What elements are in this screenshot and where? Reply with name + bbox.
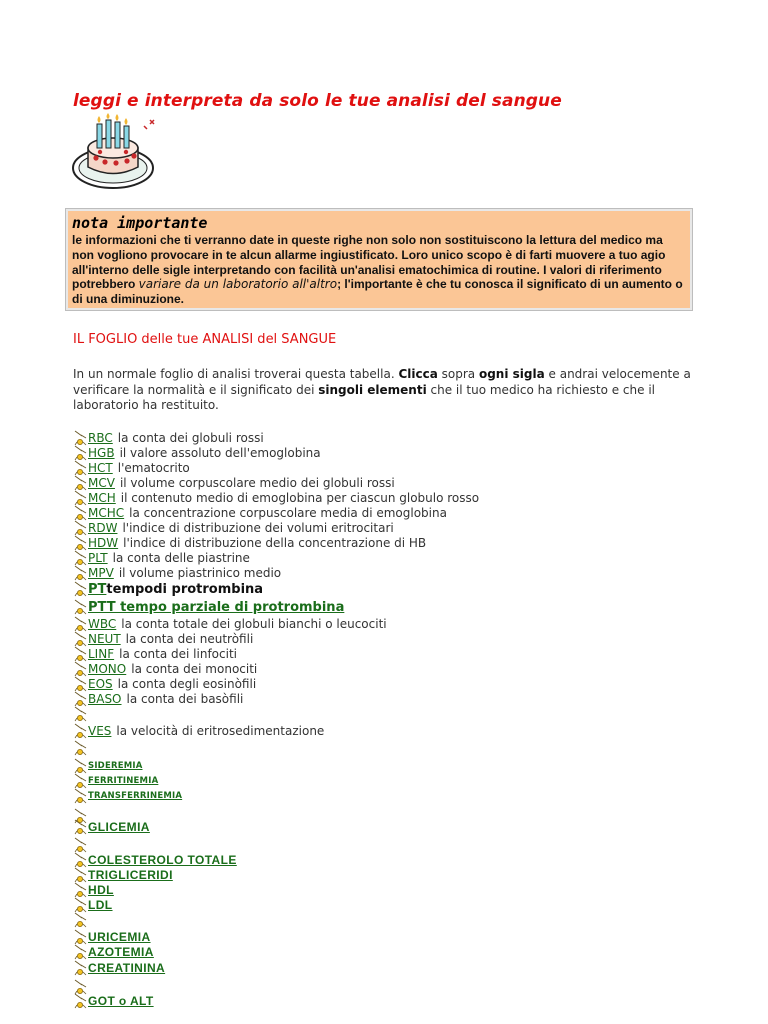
link-hdl[interactable]: HDL — [88, 883, 114, 897]
item-description: la conta dei linfociti — [119, 647, 237, 661]
link-linf[interactable]: LINF — [88, 647, 115, 661]
link-mchc[interactable]: MCHC — [88, 506, 125, 520]
item-description: la conta dei globuli rossi — [117, 431, 264, 445]
link-mch[interactable]: MCH — [88, 491, 116, 505]
note-text-italic: variare da un laboratorio all'altro — [138, 277, 338, 292]
bullet-icon — [74, 505, 88, 521]
item-description: il valore assoluto dell'emoglobina — [119, 446, 321, 460]
bullet-icon — [74, 808, 88, 824]
list-item — [74, 535, 426, 551]
list-item — [74, 505, 447, 521]
birthday-cake-icon — [70, 112, 160, 192]
bullet-icon — [74, 691, 88, 707]
item-description: la conta dei monociti — [131, 662, 258, 676]
bullet-icon — [74, 979, 88, 995]
list-item — [74, 758, 143, 774]
bullet-icon — [74, 490, 88, 506]
bullet-icon — [74, 599, 88, 615]
list-item — [74, 723, 324, 739]
link-neut[interactable]: NEUT — [88, 632, 121, 646]
link-azotemia[interactable]: AZOTEMIA — [88, 945, 154, 959]
intro-bold-ogni-sigla: ogni sigla — [478, 367, 545, 381]
item-description: la conta totale dei globuli bianchi o leucociti — [121, 617, 387, 631]
list-item — [74, 691, 243, 707]
bullet-icon — [74, 852, 88, 868]
link-uricemia[interactable]: URICEMIA — [88, 930, 151, 944]
list-item — [74, 430, 264, 446]
empty-list-item — [74, 808, 88, 824]
bullet-icon — [74, 460, 88, 476]
bullet-icon — [74, 897, 88, 913]
item-description: la velocità di eritrosedimentazione — [116, 724, 325, 738]
link-baso[interactable]: BASO — [88, 692, 122, 706]
bullet-icon — [74, 445, 88, 461]
bullet-icon — [74, 706, 88, 722]
bullet-icon — [74, 676, 88, 692]
intro-part1: In un normale foglio di analisi troverai questa tabella. — [73, 367, 399, 381]
list-item — [74, 852, 237, 868]
item-description: la conta degli eosinòfili — [117, 677, 257, 691]
link-ldl[interactable]: LDL — [88, 898, 113, 912]
list-item — [74, 867, 173, 883]
bullet-icon — [74, 773, 88, 789]
list-item — [74, 788, 182, 804]
list-item — [74, 773, 158, 789]
item-description: il volume corpuscolare medio dei globuli rossi — [119, 476, 395, 490]
link-ferritinemia[interactable]: FERRITINEMIA — [88, 776, 159, 786]
bullet-icon — [74, 960, 88, 976]
link-plt[interactable]: PLT — [88, 551, 108, 565]
link-mono[interactable]: MONO — [88, 662, 127, 676]
section-title: IL FOGLIO delle tue ANALISI del SANGUE — [73, 332, 337, 347]
bullet-icon — [74, 535, 88, 551]
note-title: nota importante — [72, 214, 208, 232]
empty-list-item — [74, 706, 88, 722]
link-got-o-alt[interactable]: GOT o ALT — [88, 994, 154, 1008]
link-pt[interactable]: PT — [88, 581, 107, 597]
item-description: il contenuto medio di emoglobina per ciascun globulo rosso — [120, 491, 480, 505]
empty-list-item — [74, 979, 88, 995]
bullet-icon — [74, 631, 88, 647]
list-item — [74, 565, 281, 581]
list-item — [74, 616, 387, 632]
bullet-icon — [74, 788, 88, 804]
link-transferrinemia[interactable]: TRANSFERRINEMIA — [88, 791, 183, 801]
link-trigliceridi[interactable]: TRIGLICERIDI — [88, 868, 173, 882]
item-description: la concentrazione corpuscolare media di emoglobina — [129, 506, 447, 520]
link-ptt-tempo-parziale-di-protrombina[interactable]: PTT tempo parziale di protrombina — [88, 599, 345, 615]
list-item — [74, 445, 321, 461]
bullet-icon — [74, 758, 88, 774]
list-item — [74, 631, 253, 647]
bullet-icon — [74, 837, 88, 853]
link-wbc[interactable]: WBC — [88, 617, 117, 631]
bullet-icon — [74, 520, 88, 536]
note-text — [72, 233, 686, 307]
bullet-icon — [74, 581, 88, 597]
link-creatinina[interactable]: CREATININA — [88, 961, 166, 975]
list-item — [74, 646, 237, 662]
bullet-icon — [74, 882, 88, 898]
list-item — [74, 944, 154, 960]
note-text-part2: ; l'importante è che tu conosca il significato di un aumento o di una diminuzione. — [72, 277, 683, 307]
link-glicemia[interactable]: GLICEMIA — [88, 820, 150, 834]
list-item — [74, 581, 263, 597]
bullet-icon — [74, 929, 88, 945]
page-title: leggi e interpreta da solo le tue analisi del sangue — [73, 91, 562, 111]
link-mpv[interactable]: MPV — [88, 566, 114, 580]
item-description: la conta dei basòfili — [126, 692, 244, 706]
link-colesterolo-totale[interactable]: COLESTEROLO TOTALE — [88, 853, 237, 867]
list-item — [74, 490, 479, 506]
bullet-icon — [74, 475, 88, 491]
item-description: la conta delle piastrine — [112, 551, 250, 565]
list-item — [74, 460, 190, 476]
important-note-box — [66, 209, 692, 310]
item-description: l'indice di distribuzione dei volumi eritrocitari — [122, 521, 394, 535]
bullet-icon — [74, 944, 88, 960]
note-text-part1: le informazioni che ti verranno date in queste righe non solo non sostituiscono la lettura del medico ma non vogliono provocare in te alcun allarme ingiustificato. Loro unico scopo è di farti muovere a tuo agio all'interno delle sigle interpretando con facilità un'analisi ematochimica di routine. I valori di riferimento potrebbero — [72, 233, 666, 292]
item-description: tempodi protrombina — [106, 581, 264, 597]
link-sideremia[interactable]: SIDEREMIA — [88, 761, 143, 771]
list-item — [74, 897, 113, 913]
intro-bold-clicca: Clicca — [398, 367, 438, 381]
empty-list-item — [74, 740, 88, 756]
link-rdw[interactable]: RDW — [88, 521, 118, 535]
list-item — [74, 993, 154, 1009]
link-rbc[interactable]: RBC — [88, 431, 113, 445]
list-item — [74, 676, 256, 692]
item-description: l'ematocrito — [117, 461, 190, 475]
bullet-icon — [74, 430, 88, 446]
bullet-icon — [74, 867, 88, 883]
list-item — [74, 520, 394, 536]
intro-part3: e andrai velocemente a verificare la normalità e il significato dei — [73, 367, 691, 397]
list-item — [74, 661, 257, 677]
bullet-icon — [74, 993, 88, 1009]
bullet-icon — [74, 565, 88, 581]
item-description: la conta dei neutròfili — [125, 632, 254, 646]
link-eos[interactable]: EOS — [88, 677, 113, 691]
intro-part4: che il tuo medico ha richiesto e che il laboratorio ha restituito. — [73, 382, 655, 412]
item-description: il volume piastrinico medio — [118, 566, 282, 580]
link-mcv[interactable]: MCV — [88, 476, 115, 490]
intro-paragraph — [73, 367, 693, 414]
bullet-icon — [74, 723, 88, 739]
intro-bold-singoli-elementi: singoli elementi — [318, 382, 427, 397]
list-item — [74, 929, 151, 945]
list-item — [74, 550, 250, 566]
list-item — [74, 475, 395, 491]
intro-part2: sopra — [437, 367, 479, 381]
bullet-icon — [74, 912, 88, 928]
bullet-icon — [74, 550, 88, 566]
link-hdw[interactable]: HDW — [88, 536, 119, 550]
item-description: l'indice di distribuzione della concentrazione di HB — [123, 536, 427, 550]
list-item — [74, 960, 165, 976]
bullet-icon — [74, 740, 88, 756]
link-hgb[interactable]: HGB — [88, 446, 115, 460]
link-ves[interactable]: VES — [88, 724, 112, 738]
bullet-icon — [74, 616, 88, 632]
bullet-icon — [74, 661, 88, 677]
list-item — [74, 599, 344, 615]
empty-list-item — [74, 837, 88, 853]
empty-list-item — [74, 912, 88, 928]
list-item — [74, 882, 114, 898]
link-hct[interactable]: HCT — [88, 461, 113, 475]
bullet-icon — [74, 646, 88, 662]
